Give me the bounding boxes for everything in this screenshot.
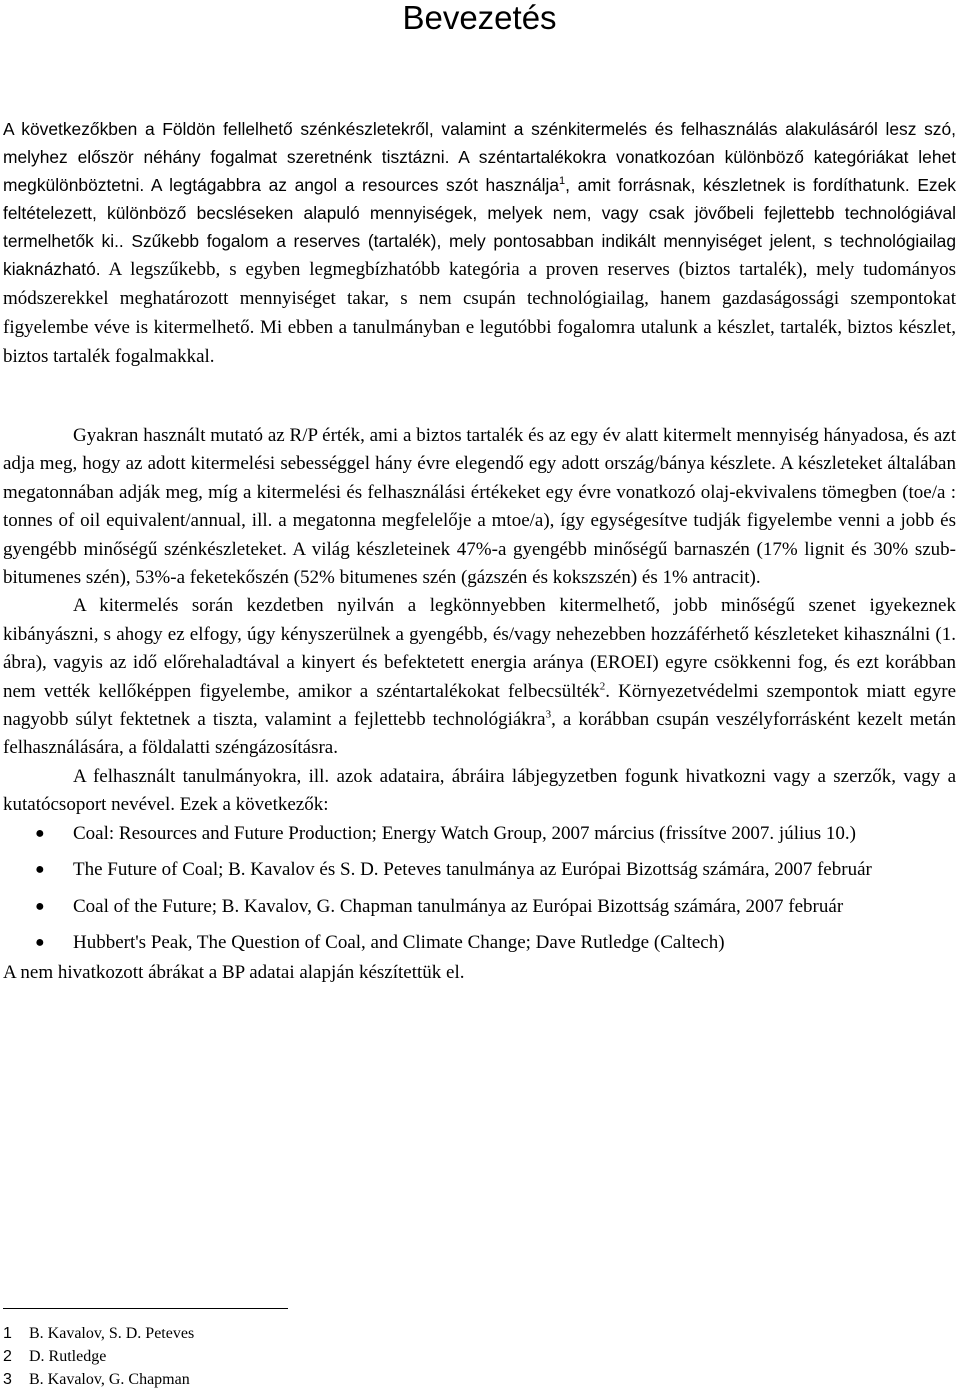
footnote-number: 3 bbox=[3, 1371, 12, 1388]
footnote-number: 2 bbox=[3, 1348, 12, 1365]
bullet-icon: ● bbox=[35, 933, 45, 951]
intro-paragraph bbox=[3, 115, 956, 371]
bullet-icon: ● bbox=[35, 824, 45, 842]
document-body bbox=[3, 422, 956, 988]
extraction-text-b: . Környezetvédelmi szempontok miatt egyre nagyobb súlyt fektetnek a tiszta, valamint a fejlettebb technológiákra bbox=[3, 680, 956, 731]
closing-paragraph: A nem hivatkozott ábrákat a BP adatai alapján készítettük el. bbox=[3, 962, 465, 984]
reference-text: Hubbert's Peak, The Question of Coal, and Climate Change; Dave Rutledge (Caltech) bbox=[73, 931, 725, 953]
footnote-text: B. Kavalov, G. Chapman bbox=[29, 1371, 190, 1388]
list-item bbox=[3, 856, 956, 884]
footnote-2 bbox=[3, 1345, 403, 1368]
footnote-ref-1: 1 bbox=[559, 175, 566, 188]
footnote-1 bbox=[3, 1322, 403, 1345]
footnote-text: B. Kavalov, S. D. Peteves bbox=[29, 1325, 195, 1342]
reference-list bbox=[3, 820, 956, 958]
footnote-divider bbox=[3, 1308, 288, 1309]
footnote-3 bbox=[3, 1368, 403, 1391]
extraction-paragraph bbox=[3, 592, 956, 762]
list-item bbox=[3, 820, 956, 848]
rp-paragraph: Gyakran használt mutató az R/P érték, ami a biztos tartalék és az egy év alatt kitermelt mennyiség hányadosa, és azt adja meg, hogy az adott kitermelési sebességgel hány évre elegendő egy adott ország/bánya készlete. A készleteket általában megatonnában adják meg, míg a kitermelési és felhasználási értékeket egy évre vonatkozó olaj-ekvivalens tömegben (toe/a : tonnes of oil equivalent/annual, ill. a megatonna megfelelője a mtoe/a), így egységesítve tudják figyelembe venni a jobb és gyengébb minőségű szénkészleteket. A világ készleteinek 47%-a gyengébb minőségű barnaszén (17% lignit és 30% szub-bitumenes szén), 53%-a feketekőszén (52% bitumenes szén (gázszén és kokszszén) és 1% antracit). bbox=[3, 425, 956, 589]
list-item bbox=[3, 929, 956, 957]
document-page bbox=[3, 0, 956, 984]
footnote-text: D. Rutledge bbox=[29, 1348, 107, 1365]
footnote-ref-2: 2 bbox=[599, 680, 606, 693]
intro-text-c: A legszűkebb, s egyben legmegbízhatóbb kategória a proven reserves (biztos tartalék), mely tudományos módszerekkel meghatározott mennyiséget takar, s nem csupán technológiailag, hanem gazdaságossági szempontokat figyelembe véve is kitermelhető. Mi ebben a tanulmányban e legutóbbi fogalomra utalunk a készlet, tartalék, biztos készlet, biztos tartalék fogalmakkal. bbox=[3, 259, 956, 367]
footnote-ref-3: 3 bbox=[545, 708, 552, 721]
bullet-icon: ● bbox=[35, 897, 45, 915]
intro-text-a: A következőkben a Földön fellelhető szénkészletekről, valamint a szénkitermelés és felhasználás alakulásáról lesz szó, melyhez először néhány fogalmat szeretnénk tisztázni. A széntartalékokra vonatkozóan különböző kategóriákat lehet megkülönböztetni. A legtágabbra az angol a resources szót használja bbox=[3, 119, 956, 195]
footnotes bbox=[3, 1322, 403, 1391]
intro-text-b: , amit forrásnak, készletnek is fordíthatunk. Ezek feltételezett, különböző becsléseken alapuló mennyiségek, melyek nem, vagy csak jövőbeli fejlettebb technológiával termelhetők ki.. Szűkebb fogalom a reserves (tartalék), mely pontosabban indikált mennyiséget jelent, s technológiailag kiaknázható. bbox=[3, 175, 956, 279]
extraction-text-c: , a korábban csupán veszélyforrásként kezelt metán felhasználására, a földalatti széngázosításra. bbox=[3, 709, 956, 759]
reference-text: The Future of Coal; B. Kavalov és S. D. Peteves tanulmánya az Európai Bizottság számára, 2007 február bbox=[73, 859, 872, 881]
footnote-number: 1 bbox=[3, 1325, 12, 1342]
reference-text: Coal: Resources and Future Production; Energy Watch Group, 2007 március (frissítve 2007. július 10.) bbox=[73, 822, 856, 844]
list-item bbox=[3, 893, 956, 921]
page-title: Bevezetés bbox=[402, 0, 557, 36]
bullet-icon: ● bbox=[35, 861, 45, 879]
reference-text: Coal of the Future; B. Kavalov, G. Chapman tanulmánya az Európai Bizottság számára, 2007 február bbox=[73, 895, 844, 917]
sources-paragraph: A felhasznált tanulmányokra, ill. azok adataira, ábráira lábjegyzetben fogunk hivatkozni vagy a szerzők, vagy a kutatócsoport nevével. Ezek a következők: bbox=[3, 765, 956, 816]
extraction-text-a: A kitermelés során kezdetben nyilván a legkönnyebben kitermelhető, jobb minőségű szenet igyekeznek kibányászni, s ahogy ez elfogy, úgy kényszerülnek a gyengébb, és/vagy nehezebben hozzáférhető készleteket kihasználni (1. ábra), vagyis az idő előrehaladtával a kinyert és befektetett energia aránya (EROEI) egyre csökkenni fog, és ezt korábban nem vették kellőképpen figyelembe, amikor a széntartalékokat felbecsülték bbox=[3, 595, 956, 702]
